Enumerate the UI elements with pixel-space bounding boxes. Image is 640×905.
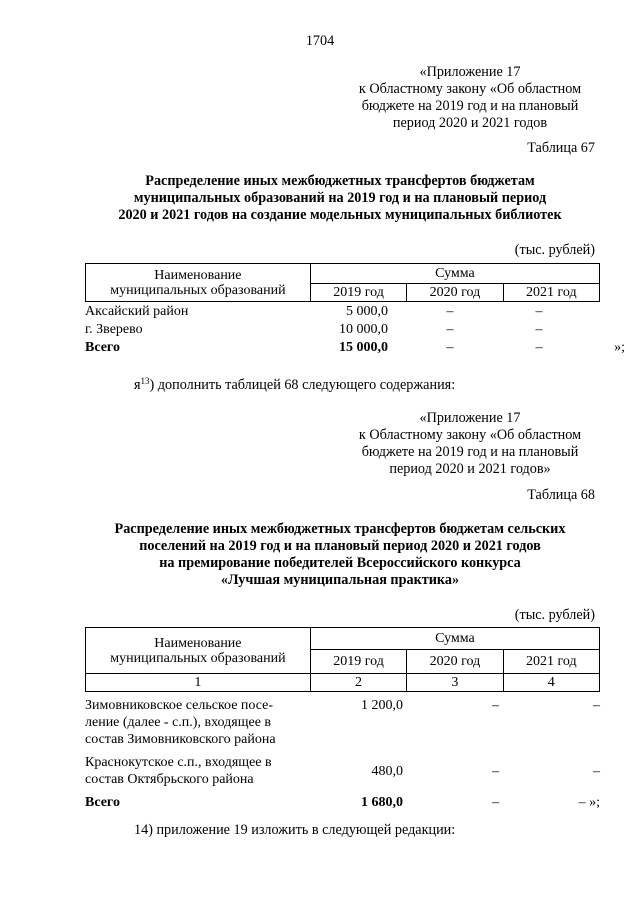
row-2019: 5 000,0 xyxy=(346,304,388,319)
appendix-reference-1 xyxy=(340,64,600,132)
table-row xyxy=(85,697,600,754)
col-number-3: 3 xyxy=(407,674,503,692)
row-name-line: ление (далее - с.п.), входящее в xyxy=(85,715,272,730)
header-name-cell xyxy=(86,628,311,674)
row-name xyxy=(85,697,305,754)
total-name: Всего xyxy=(85,340,120,355)
row-2019: 10 000,0 xyxy=(339,322,388,337)
amendment-sup: 13 xyxy=(140,376,150,386)
row-2021: – xyxy=(535,322,543,337)
total-2020: – xyxy=(446,340,454,355)
table-67-header xyxy=(85,263,600,302)
closing-quote: »; xyxy=(614,340,625,355)
table-row xyxy=(85,321,625,339)
header-2021: 2021 год xyxy=(503,650,599,674)
units-label-67: (тыс. рублей) xyxy=(514,242,595,258)
row-name xyxy=(85,754,305,794)
table-total-row xyxy=(85,339,625,357)
footer-text: 14) приложение 19 изложить в следующей редакции: xyxy=(134,822,456,838)
units-label-68: (тыс. рублей) xyxy=(514,607,595,623)
title-line: поселений на 2019 год и на плановый период 2020 и 2021 годов xyxy=(139,538,541,554)
appendix-line: «Приложение 17 xyxy=(419,410,521,426)
col-number-1: 1 xyxy=(86,674,311,692)
header-name-line: муниципальных образований xyxy=(110,650,286,666)
table-label-67: Таблица 67 xyxy=(527,140,595,156)
appendix-line: к Областному закону «Об областном xyxy=(358,427,582,443)
col-number-2: 2 xyxy=(310,674,406,692)
header-sum: Сумма xyxy=(310,264,599,284)
row-name-line: Краснокутское с.п., входящее в xyxy=(85,755,272,770)
row-2020: – xyxy=(446,322,454,337)
row-2020: – xyxy=(492,764,499,779)
table-title-68 xyxy=(60,521,620,589)
header-2020: 2020 год xyxy=(407,284,503,302)
header-name-cell xyxy=(86,264,311,302)
total-2019: 15 000,0 xyxy=(339,340,388,355)
table-label-68: Таблица 68 xyxy=(527,487,595,503)
row-name-line: состав Октябрьского района xyxy=(85,772,254,787)
appendix-line: «Приложение 17 xyxy=(419,64,521,80)
page-number: 1704 xyxy=(305,33,335,49)
header-sum: Сумма xyxy=(310,628,599,650)
appendix-line: бюджете на 2019 год и на плановый xyxy=(361,444,579,460)
col-number-4: 4 xyxy=(503,674,599,692)
row-2021: – xyxy=(593,764,600,779)
header-name-line: муниципальных образований xyxy=(110,282,286,298)
header-2021: 2021 год xyxy=(503,284,599,302)
row-2021: – xyxy=(593,698,600,713)
row-name-line: Зимовниковское сельское посе- xyxy=(85,698,274,713)
total-2019: 1 680,0 xyxy=(361,795,403,810)
appendix-line: период 2020 и 2021 годов» xyxy=(389,461,551,477)
row-name: Аксайский район xyxy=(85,304,189,319)
table-total-row xyxy=(85,794,600,811)
appendix-line: к Областному закону «Об областном xyxy=(358,81,582,97)
amendment-prefix: я xyxy=(134,377,141,393)
table-title-67 xyxy=(60,173,620,224)
total-2021: – »; xyxy=(578,795,600,810)
title-line: Распределение иных межбюджетных трансфертов бюджетам сельских xyxy=(114,521,566,537)
row-2019: 480,0 xyxy=(371,764,403,779)
title-line: на премирование победителей Всероссийского конкурса xyxy=(159,555,521,571)
table-row xyxy=(85,754,600,794)
header-2019: 2019 год xyxy=(310,650,406,674)
appendix-line: период 2020 и 2021 годов xyxy=(392,115,548,131)
total-name: Всего xyxy=(85,795,120,810)
appendix-reference-2 xyxy=(340,410,600,478)
title-line: 2020 и 2021 годов на создание модельных муниципальных библиотек xyxy=(118,207,562,223)
amendment-body: ) дополнить таблицей 68 следующего содержания: xyxy=(149,377,456,393)
title-line: «Лучшая муниципальная практика» xyxy=(220,572,460,588)
table-67-body xyxy=(85,303,625,357)
row-2020: – xyxy=(446,304,454,319)
title-line: муниципальных образований на 2019 год и на плановый период xyxy=(133,190,547,206)
table-68-body xyxy=(85,697,600,811)
header-2020: 2020 год xyxy=(407,650,503,674)
table-68-header xyxy=(85,627,600,692)
row-2021: – xyxy=(535,304,543,319)
header-name-line: Наименование xyxy=(154,267,242,283)
title-line: Распределение иных межбюджетных трансфертов бюджетам xyxy=(145,173,535,189)
header-2019: 2019 год xyxy=(310,284,406,302)
table-row xyxy=(85,303,625,321)
header-name-line: Наименование xyxy=(154,635,242,651)
row-name: г. Зверево xyxy=(85,322,143,337)
total-2021: – xyxy=(535,340,543,355)
row-2020: – xyxy=(492,698,499,713)
row-name-line: состав Зимовниковского района xyxy=(85,732,276,747)
appendix-line: бюджете на 2019 год и на плановый xyxy=(361,98,579,114)
amendment-text xyxy=(134,377,455,394)
total-2020: – xyxy=(492,795,499,810)
row-2019: 1 200,0 xyxy=(361,698,403,713)
